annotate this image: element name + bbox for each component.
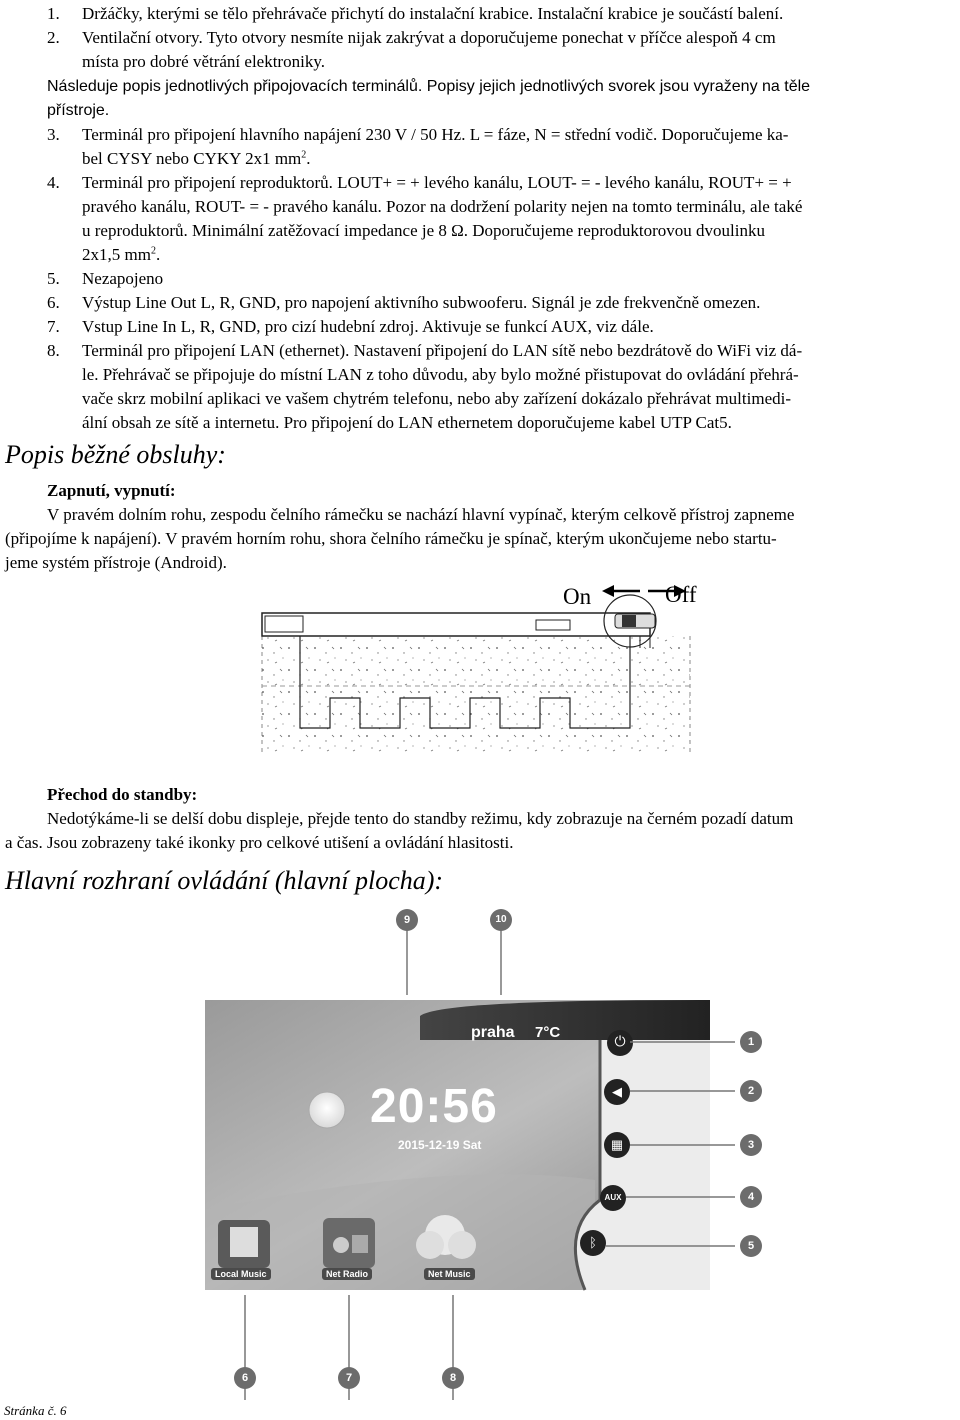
list-item-text: Ventilační otvory. Tyto otvory nesmíte nijak zakrývat a doporučujeme ponechat v příčce alespoň 4 cm [82,28,776,47]
list-item-text-cont: vače skrz mobilní aplikaci ve vašem chytrém telefonu, nebo aby zařízení dokázalo přehrávat multimedi- [82,389,791,408]
list-number: 4. [47,173,60,192]
power-icon[interactable]: ⏻ [614,1035,626,1050]
list-item-text-cont: místa pro dobré větrání elektroniky. [82,52,325,71]
list-item-text: Terminál pro připojení reproduktorů. LOUT+ = + levého kanálu, LOUT- = - levého kanálu, ROUT+ = + [82,173,792,192]
list-number: 7. [47,317,60,336]
text-part: 2x1,5 mm [82,245,151,264]
intro-paragraph-line: přístroje. [47,102,110,119]
paragraph-line: a čas. Jsou zobrazeny také ikonky pro celkové utišení a ovládání hlasitosti. [5,833,514,852]
clock-date: 2015-12-19 Sat [398,1138,482,1152]
callout-2: 2 [747,1085,755,1097]
list-item-text-cont: ální obsah ze sítě a internetu. Pro připojení do LAN ethernetem doporučujeme kabel UTP Cat5. [82,413,732,432]
subsection-title: Zapnutí, vypnutí: [47,481,176,500]
text-part: bel CYSY nebo CYKY 2x1 mm [82,149,302,168]
aux-button[interactable]: AUX [604,1193,622,1202]
list-number: 2. [47,28,60,47]
list-item-text-cont: le. Přehrávač se připojuje do místní LAN z toho důvodu, aby bylo možné přistupovat do ovládání přehrá- [82,365,799,384]
callout-10: 10 [495,914,507,925]
section-heading: Popis běžné obsluhy: [5,440,226,469]
list-item-text: Terminál pro připojení LAN (ethernet). Nastavení připojení do LAN sítě nebo bezdrátově do WiFi viz dá- [82,341,803,360]
weather-temperature: 7°C [535,1024,561,1041]
callout-8: 8 [449,1372,457,1384]
intro-paragraph-line: Následuje popis jednotlivých připojovacích terminálů. Popisy jejich jednotlivých svorek jsou vyraženy na těle [47,78,811,95]
switch-on-label: On [563,584,592,609]
list-item-text-cont [82,243,160,268]
list-item-text: Vstup Line In L, R, GND, pro cizí hudební zdroj. Aktivuje se funkcí AUX, viz dále. [82,317,654,336]
bluetooth-icon[interactable]: ᛒ [589,1235,597,1250]
main-screen-figure [0,900,960,1400]
list-item-text: Držáčky, kterými se tělo přehrávače přichytí do instalační krabice. Instalační krabice je součástí balení. [82,4,784,23]
switch-diagram [0,578,960,768]
callout-1: 1 [747,1036,755,1048]
section-heading: Hlavní rozhraní ovládání (hlavní plocha): [5,866,444,895]
paragraph-line: (připojíme k napájení). V pravém horním rohu, shora čelního rámečku je spínač, kterým ukončujeme nebo startu- [5,529,777,548]
paragraph-line: V pravém dolním rohu, zespodu čelního rámečku se nachází hlavní vypínač, kterým celkově přístroj zapneme [47,505,795,524]
callout-4: 4 [747,1191,755,1203]
text-part: . [155,245,161,264]
switch-off-label: Off [665,582,697,607]
superscript: 2 [301,149,307,161]
text-part: . [306,149,311,168]
list-item-text: Terminál pro připojení hlavního napájení 230 V / 50 Hz. L = fáze, N = střední vodič. Doporučujeme ka- [82,125,789,144]
list-item-text-cont: u reproduktorů. Minimální zatěžovací impedance je 8 Ω. Doporučujeme reproduktorovou dvoulinku [82,221,765,240]
clock-time: 20:56 [370,1080,498,1133]
list-item-text-cont: pravého kanálu, ROUT- = - pravého kanálu. Pozor na dodržení polarity nejen na tomto terminálu, ale také [82,197,803,216]
page-footer: Stránka č. 6 [4,1403,67,1418]
weather-city: praha [471,1024,515,1041]
list-number: 6. [47,293,60,312]
list-item-text-cont [82,147,311,172]
app-label-net-music[interactable]: Net Music [424,1268,475,1280]
list-number: 3. [47,125,60,144]
grid-icon[interactable]: ▦ [610,1137,624,1152]
superscript: 2 [150,245,156,257]
callout-5: 5 [747,1240,755,1252]
volume-icon[interactable]: ◀ [612,1084,622,1099]
paragraph-line: Nedotýkáme-li se delší dobu displeje, přejde tento do standby režimu, kdy zobrazuje na černém pozadí datum [47,809,794,828]
list-number: 5. [47,269,60,288]
callout-9: 9 [403,914,411,926]
list-item-text: Nezapojeno [82,269,164,288]
paragraph-line: jeme systém přístroje (Android). [5,553,227,572]
callout-7: 7 [345,1372,353,1384]
callout-3: 3 [747,1139,755,1151]
subsection-title: Přechod do standby: [47,785,198,804]
list-number: 1. [47,4,60,23]
app-label-local-music[interactable]: Local Music [211,1268,271,1280]
list-item-text: Výstup Line Out L, R, GND, pro napojení aktivního subwooferu. Signál je zde frekvenčně omezen. [82,293,761,312]
app-label-net-radio[interactable]: Net Radio [322,1268,372,1280]
switch-diagram-drawing [0,578,960,768]
callout-6: 6 [241,1372,249,1384]
list-number: 8. [47,341,60,360]
